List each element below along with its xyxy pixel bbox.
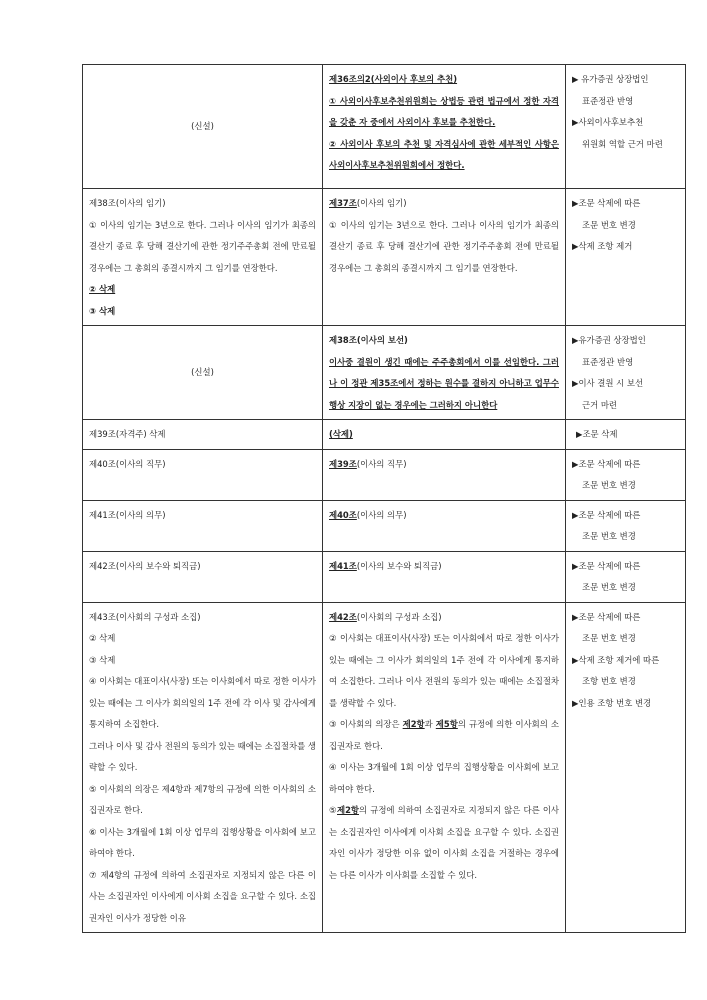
- note-cell: ▶조문 삭제에 따른 조문 번호 변경 ▶삭제 조항 제거에 따른 조항 번호 변경 ▶인용 조항 번호 변경: [566, 602, 686, 933]
- old-text-cell: 제42조(이사의 보수와 퇴직금): [83, 551, 323, 602]
- table-row: [83, 602, 686, 933]
- table-row: [83, 420, 686, 450]
- old-text-cell: 제39조(자격주) 삭제: [83, 420, 323, 450]
- new-text-cell: (삭제): [323, 420, 566, 450]
- new-text-cell: 제38조(이사의 보선) 이사중 결원이 생긴 때에는 주주총회에서 이를 선임한다. 그러나 이 정관 제35조에서 정하는 원수를 결하지 아니하고 업무수행상 지장이 없는 경우에는 그러하지 아니한다: [323, 326, 566, 420]
- new-text-cell: 제41조(이사의 보수와 퇴직금): [323, 551, 566, 602]
- amendment-comparison-table: [82, 64, 686, 933]
- note-cell: ▶조문 삭제에 따른 조문 번호 변경: [566, 449, 686, 500]
- old-text-cell: 제43조(이사회의 구성과 소집) ② 삭제 ③ 삭제 ④ 이사회는 대표이사(사장) 또는 이사회에서 따로 정한 이사가 있는 때에는 그 이사가 회의일의 1주 전에 각 이사 및 감사에게 통지하여 소집한다. 그러나 이사 및 감사 전원의 동의가 있는 때에는 소집절차를 생략할 수 있다. ⑤ 이사회의 의장은 제4항과 제7항의 규정에 의한 이사회의 소집권자로 한다. ⑥ 이사는 3개월에 1회 이상 업무의 집행상황을 이사회에 보고하여야 한다. ⑦ 제4항의 규정에 의하여 소집권자로 지정되지 않은 다른 이사는 소집권자인 이사에게 이사회 소집을 요구할 수 있다. 소집권자인 이사가 정당한 이유: [83, 602, 323, 933]
- old-text-cell: 제40조(이사의 직무): [83, 449, 323, 500]
- table-row: [83, 65, 686, 189]
- table-row: [83, 500, 686, 551]
- table-row: [83, 189, 686, 326]
- table-row: [83, 326, 686, 420]
- note-cell: ▶조문 삭제에 따른 조문 번호 변경: [566, 551, 686, 602]
- new-text-cell: 제37조(이사의 임기) ① 이사의 임기는 3년으로 한다. 그러나 이사의 임기가 최종의 결산기 종료 후 당해 결산기에 관한 정기주주총회 전에 만료될 경우에는 그 총회의 종결시까지 그 임기를 연장한다.: [323, 189, 566, 326]
- new-text-cell: 제36조의2(사외이사 후보의 추천) ① 사외이사후보추천위원회는 상법등 관련 법규에서 정한 자격을 갖춘 자 중에서 사외이사 후보를 추천한다. ② 사외이사 후보의 추천 및 자격심사에 관한 세부적인 사항은 사외이사후보추천위원회에서 정한다.: [323, 65, 566, 189]
- old-text-cell: 제38조(이사의 임기) ① 이사의 임기는 3년으로 한다. 그러나 이사의 임기가 최종의 결산기 종료 후 당해 결산기에 관한 정기주주총회 전에 만료될 경우에는 그 총회의 종결시까지 그 임기를 연장한다. ② 삭제 ③ 삭제: [83, 189, 323, 326]
- new-text-cell: 제40조(이사의 의무): [323, 500, 566, 551]
- note-cell: ▶ 유가증권 상장법인 표준정관 반영 ▶사외이사후보추천 위원회 역할 근거 마련: [566, 65, 686, 189]
- note-cell: ▶조문 삭제에 따른 조문 번호 변경 ▶삭제 조항 제거: [566, 189, 686, 326]
- old-text-cell: (신설): [83, 65, 323, 189]
- note-cell: ▶조문 삭제: [566, 420, 686, 450]
- note-cell: ▶유가증권 상장법인 표준정관 반영 ▶이사 결원 시 보선 근거 마련: [566, 326, 686, 420]
- old-text-cell: (신설): [83, 326, 323, 420]
- table-row: [83, 449, 686, 500]
- new-text-cell: 제39조(이사의 직무): [323, 449, 566, 500]
- old-text-cell: 제41조(이사의 의무): [83, 500, 323, 551]
- note-cell: ▶조문 삭제에 따른 조문 번호 변경: [566, 500, 686, 551]
- table-row: [83, 551, 686, 602]
- new-text-cell: 제42조(이사회의 구성과 소집) ② 이사회는 대표이사(사장) 또는 이사회에서 따로 정한 이사가 있는 때에는 그 이사가 회의일의 1주 전에 각 이사에게 통지하여 소집한다. 그러나 이사 전원의 동의가 있는 때에는 소집절차를 생략할 수 있다. ③ 이사회의 의장은 제2항과 제5항의 규정에 의한 이사회의 소집권자로 한다. ④ 이사는 3개월에 1회 이상 업무의 집행상황을 이사회에 보고하여야 한다. ⑤제2항의 규정에 의하여 소집권자로 지정되지 않은 다른 이사는 소집권자인 이사에게 이사회 소집을 요구할 수 있다. 소집권자인 이사가 정당한 이유 없이 이사회 소집을 거절하는 경우에는 다른 이사가 이사회를 소집할 수 있다.: [323, 602, 566, 933]
